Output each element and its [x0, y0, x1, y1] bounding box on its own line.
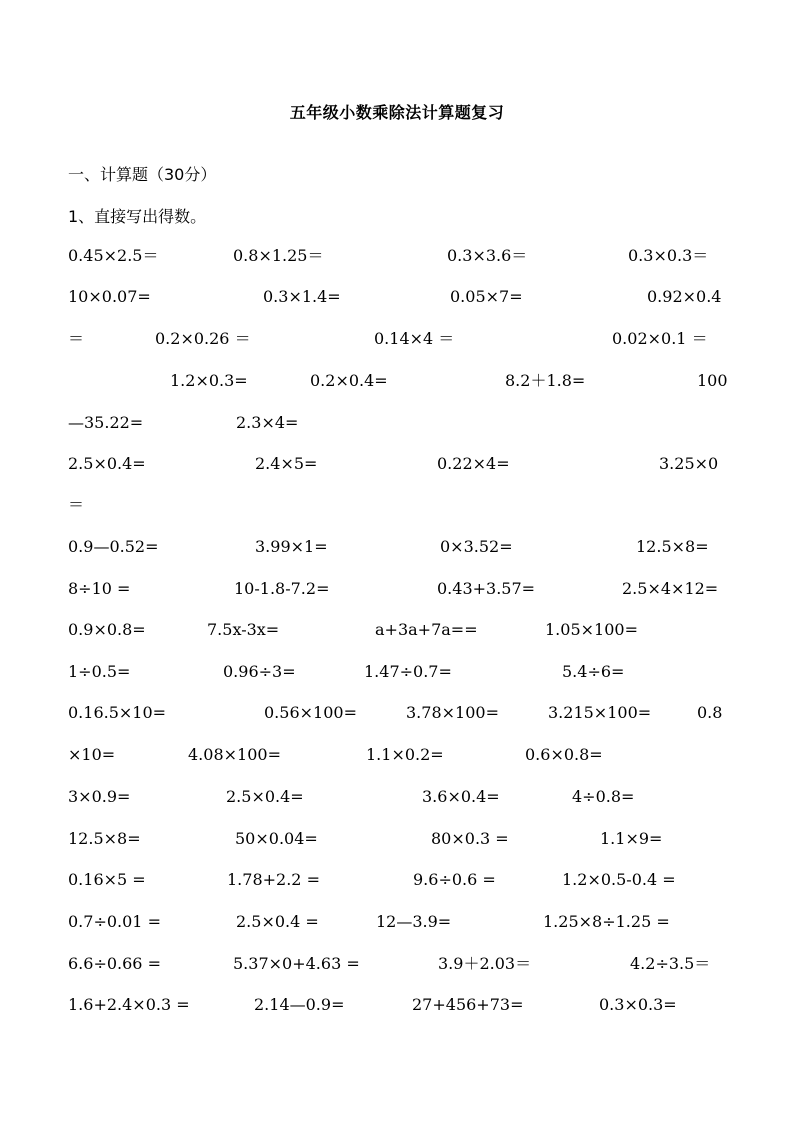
- problem: 0.92×0.4: [647, 287, 722, 306]
- problem: 1.1×9=: [600, 829, 663, 848]
- problem: 1.2×0.3=: [170, 371, 248, 390]
- problem: 4.2÷3.5＝: [630, 954, 711, 973]
- problem: 0.3×0.3=: [599, 995, 677, 1014]
- problem: 0.56×100=: [264, 703, 357, 722]
- problem: 3.99×1=: [255, 537, 328, 556]
- problem: 2.14—0.9=: [254, 995, 345, 1014]
- problem: 8÷10 =: [68, 579, 131, 598]
- problem: 3.215×100=: [548, 703, 652, 722]
- problem: 0.3×1.4=: [263, 287, 341, 306]
- problem: 0.22×4=: [437, 454, 510, 473]
- problem: —35.22=: [68, 413, 144, 432]
- problem: 1.6+2.4×0.3 =: [68, 995, 190, 1014]
- problem: ＝: [68, 495, 85, 514]
- problem: 100: [697, 371, 728, 390]
- problem: 27+456+73=: [412, 995, 524, 1014]
- problem: 0.6×0.8=: [525, 745, 603, 764]
- problem: 4÷0.8=: [572, 787, 635, 806]
- problem: 0.43+3.57=: [437, 579, 536, 598]
- subsection-heading: 1、直接写出得数。: [68, 207, 207, 226]
- problem: 3×0.9=: [68, 787, 131, 806]
- problem: 2.5×0.4=: [68, 454, 146, 473]
- problem: 0.3×3.6＝: [447, 246, 528, 265]
- problem: 1.78+2.2 =: [227, 870, 320, 889]
- problem: 5.37×0+4.63 =: [233, 954, 360, 973]
- problem: 12.5×8=: [636, 537, 709, 556]
- section-heading: 一、计算题（30分）: [68, 165, 217, 184]
- problem: 0.2×0.4=: [310, 371, 388, 390]
- problem: 0.9×0.8=: [68, 620, 146, 639]
- problem: 7.5x-3x=: [207, 620, 280, 639]
- problem: 0.16.5×10=: [68, 703, 167, 722]
- problem: ×10=: [68, 745, 116, 764]
- problem: 0.2×0.26 ＝: [155, 329, 251, 348]
- problem: 2.5×0.4 =: [236, 912, 319, 931]
- problem: 0.02×0.1 ＝: [612, 329, 708, 348]
- problem: 12.5×8=: [68, 829, 141, 848]
- problem: 0×3.52=: [440, 537, 513, 556]
- problem: 3.25×0: [659, 454, 719, 473]
- problem: 8.2＋1.8=: [505, 371, 586, 390]
- problem: 3.6×0.4=: [422, 787, 500, 806]
- problem: a+3a+7a==: [375, 620, 478, 639]
- problem: 5.4÷6=: [562, 662, 625, 681]
- problem: 3.78×100=: [406, 703, 499, 722]
- problem: 0.3×0.3＝: [628, 246, 709, 265]
- page-title: 五年级小数乘除法计算题复习: [289, 103, 505, 122]
- problem: 0.96÷3=: [223, 662, 296, 681]
- problem: 9.6÷0.6 =: [413, 870, 496, 889]
- problem: 1.47÷0.7=: [364, 662, 452, 681]
- problem: 0.8: [697, 703, 723, 722]
- problem: 12—3.9=: [376, 912, 452, 931]
- problem: 50×0.04=: [235, 829, 318, 848]
- problem: 2.5×0.4=: [226, 787, 304, 806]
- problem: 10-1.8-7.2=: [234, 579, 330, 598]
- problem: 10×0.07=: [68, 287, 151, 306]
- problem: 0.8×1.25＝: [233, 246, 324, 265]
- problem: 3.9＋2.03＝: [438, 954, 532, 973]
- problem: 1.2×0.5-0.4 =: [562, 870, 676, 889]
- problem: 6.6÷0.66 =: [68, 954, 161, 973]
- problem: 0.7÷0.01 =: [68, 912, 161, 931]
- problem: 1.05×100=: [545, 620, 638, 639]
- problem: 0.16×5 =: [68, 870, 146, 889]
- problem: 1.1×0.2=: [366, 745, 444, 764]
- problem: 2.3×4=: [236, 413, 299, 432]
- problem: 4.08×100=: [188, 745, 281, 764]
- problem: 0.14×4 ＝: [374, 329, 455, 348]
- problem: 1.25×8÷1.25 =: [543, 912, 670, 931]
- problem: 0.05×7=: [450, 287, 523, 306]
- problem: 0.9—0.52=: [68, 537, 159, 556]
- problem: ＝: [68, 329, 85, 348]
- problem: 1÷0.5=: [68, 662, 131, 681]
- problem: 0.45×2.5＝: [68, 246, 159, 265]
- problem: 2.5×4×12=: [622, 579, 719, 598]
- problem: 80×0.3 =: [431, 829, 509, 848]
- problem: 2.4×5=: [255, 454, 318, 473]
